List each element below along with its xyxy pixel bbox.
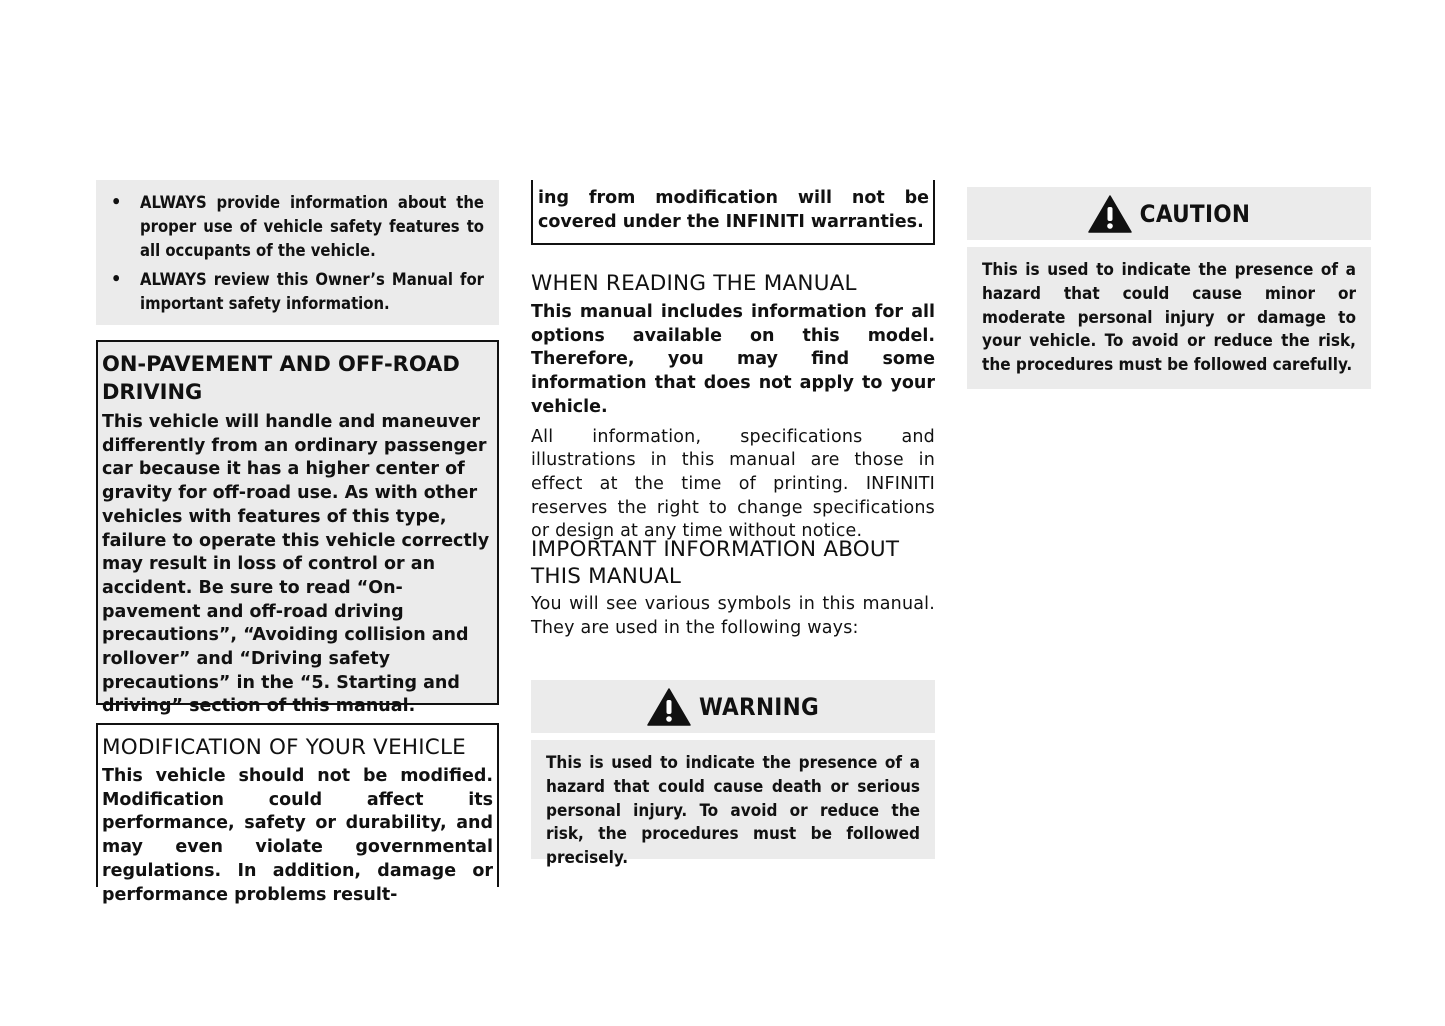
safety-bullet-list [96, 180, 499, 325]
bullet-dot-icon: • [111, 192, 122, 213]
warning-triangle-icon [1088, 195, 1132, 233]
important-section [531, 536, 935, 640]
bullet-text: ALWAYS provide information about the proper use of vehicle safety features to all occupants of the vehicle. [140, 193, 484, 260]
bullet-text: ALWAYS review this Owner’s Manual for important safety information. [140, 270, 484, 313]
warning-text: This is used to indicate the presence of a hazard that could cause death or serious personal injury. To avoid or reduce the risk, the procedures must be followed precisely. [546, 753, 920, 869]
modification-heading: MODIFICATION OF YOUR VEHICLE [102, 735, 466, 760]
bullet-dot-icon: • [111, 269, 122, 290]
offroad-driving-box [96, 340, 499, 717]
caution-title: CAUTION [1139, 199, 1251, 228]
warning-title: WARNING [698, 692, 820, 721]
warning-triangle-icon [647, 688, 691, 726]
modification-body: This vehicle should not be modified. Modification could affect its performance, safety or durability, and may even violate governmental regulations. In addition, damage or performance problems result- [102, 766, 493, 905]
modification-continuation-box [531, 180, 935, 245]
bullet-item [111, 191, 484, 263]
caution-header [967, 187, 1371, 240]
bullet-item [111, 268, 484, 316]
caution-body [967, 247, 1371, 389]
reading-bold-text: This manual includes information for all options available on this model. Therefore, you may find some information that does not apply to your vehicle. [531, 302, 935, 417]
warning-body [531, 740, 935, 869]
modification-box [96, 723, 499, 905]
offroad-body: This vehicle will handle and maneuver differently from an ordinary passenger car because it has a higher center of gravity for off-road use. As with other vehicles with features of this type, failure to operate this vehicle correctly may result in loss of control or an accident. Be sure to read “On-pavement and off-road driving precautions”, “Avoiding collision and rollover” and “Driving safety precautions” in the “5. Starting and driving” section of this manual. [102, 412, 490, 717]
important-text: You will see various symbols in this manual. They are used in the following ways: [531, 594, 935, 638]
reading-heading: WHEN READING THE MANUAL [531, 271, 857, 296]
important-heading: IMPORTANT INFORMATION ABOUT THIS MANUAL [531, 537, 900, 589]
modification-continuation: ing from modification will not be covered under the INFINITI warranties. [538, 188, 929, 232]
offroad-heading: ON-PAVEMENT AND OFF-ROAD DRIVING [102, 352, 460, 404]
warning-header [531, 680, 935, 733]
reading-section [531, 270, 935, 544]
caution-text: This is used to indicate the presence of a hazard that could cause minor or moderate personal injury or damage to your vehicle. To avoid or reduce the risk, the procedures must be followed carefully. [982, 260, 1356, 376]
reading-regular-text: All information, specifications and illustrations in this manual are those in effect at the time of printing. INFINITI reserves the right to change specifications or design at any time without notice. [531, 426, 935, 542]
